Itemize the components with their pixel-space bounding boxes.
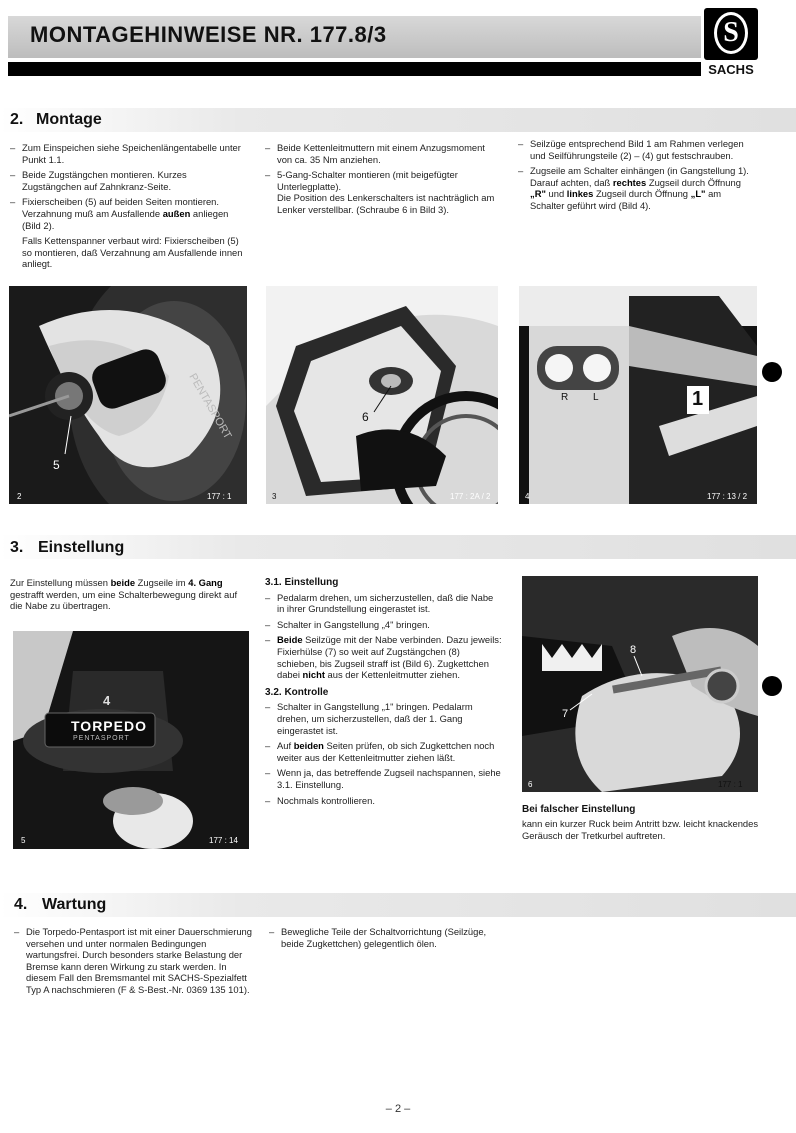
- figure-code: 177 : 2A / 2: [450, 492, 491, 501]
- punch-hole: [762, 676, 782, 696]
- figure-number: 3: [272, 492, 277, 501]
- punch-hole: [762, 362, 782, 382]
- section-title-wartung: Wartung: [42, 896, 107, 913]
- figure-6-photo: [522, 576, 758, 792]
- figure-code: 177 : 1: [718, 780, 743, 789]
- figure-5-photo: [13, 631, 249, 849]
- section-number-montage: 2.: [10, 111, 24, 128]
- page-number: – 2 –: [385, 1103, 411, 1115]
- label-r: R: [561, 392, 569, 403]
- wrong-setting-heading: Bei falscher Einstellung: [522, 804, 636, 815]
- pentasport-brand: PENTASPORT: [73, 735, 130, 742]
- section-title-montage: Montage: [36, 111, 102, 128]
- einstellung-column-2: [265, 577, 502, 810]
- gear-indicator: 4: [103, 693, 111, 708]
- gear-indicator: 1: [692, 388, 704, 410]
- list-item: – Zum Einspeichen siehe Speichenlängentabelle unter Punkt 1.1.: [10, 142, 241, 165]
- shifter-closeup-illustration: [519, 286, 757, 504]
- list-item: – Seilzüge entsprechend Bild 1 am Rahmen verlegen und Seilführungsteile (2) – (4) gut festschrauben.: [518, 138, 744, 161]
- wartung-column-1: [14, 926, 252, 1000]
- section-number-einstellung: 3.: [10, 539, 24, 556]
- label-l: L: [593, 392, 599, 403]
- figure-3-photo: [266, 286, 498, 504]
- section-number-wartung: 4.: [14, 896, 28, 913]
- pentasport-print: PENTASPORT: [186, 371, 234, 442]
- shifter-mount-illustration: [266, 286, 498, 504]
- page-title: MONTAGEHINWEISE NR. 177.8/3: [30, 22, 387, 47]
- callout-7: 7: [562, 708, 569, 720]
- list-item: – Pedalarm drehen, um sicherzustellen, daß die Nabe in ihrer Grundstellung eingerastet ist.: [265, 591, 494, 615]
- sachs-logo-mark: S: [723, 17, 739, 48]
- figure-2-photo: [9, 286, 247, 504]
- montage-column-3: [518, 138, 758, 216]
- figure-code: 177 : 14: [209, 836, 238, 845]
- list-item: – Die Torpedo-Pentasport ist mit einer Dauerschmierung versehen und unter normalen Bedingungen wartungsfrei. Durch besonders starke Belastung der Bremse kann deren Wirkung zu stark werden. In diesem Fall den Bremsmantel mit SACHS-Spezialfett Typ A nachschmieren (F & S-Best.-Nr. 0369 135 101).: [14, 926, 252, 995]
- header-rule: [8, 62, 701, 76]
- figure-code: 177 : 1: [207, 492, 232, 501]
- montage-column-2: [265, 142, 497, 220]
- list-item: – Nochmals kontrollieren.: [265, 794, 375, 806]
- list-item: – Schalter in Gangstellung „1" bringen. Pedalarm drehen, um sicherzustellen, daß der 1. Gang eingerastet ist.: [265, 701, 473, 736]
- brand-name: SACHS: [708, 62, 754, 77]
- torpedo-brand: TORPEDO: [71, 718, 147, 734]
- list-item: – Fixierscheiben (5) auf beiden Seiten montieren. Verzahnung muß am Ausfallende außen anliegen (Bild 2).: [10, 196, 229, 231]
- figure-number: 4: [525, 492, 530, 501]
- montage-column-1: [10, 142, 246, 274]
- einstellung-intro: Zur Einstellung müssen beide Zugseile im 4. Gang gestrafft werden, um eine Schalterbewegung direkt auf die Nabe zu übertragen.: [10, 577, 238, 612]
- figure-number: 6: [528, 780, 533, 789]
- note: Die Position des Lenkerschalters ist nachträglich am Lenker verstellbar. (Schraube 6 in Bild 3).: [277, 192, 495, 215]
- section-band-montage: [0, 108, 796, 132]
- callout-8: 8: [630, 644, 637, 656]
- section-title-einstellung: Einstellung: [38, 539, 125, 556]
- list-item: – Wenn ja, das betreffende Zugseil nachspannen, siehe 3.1. Einstellung.: [265, 767, 501, 790]
- list-item: – Beide Zugstängchen montieren. Kurzes Zugstängchen auf Zahnkranz-Seite.: [10, 169, 187, 192]
- figure-number: 2: [17, 492, 22, 501]
- callout-6: 6: [362, 410, 369, 424]
- section-band-wartung: [0, 893, 796, 917]
- wartung-column-2: [269, 926, 509, 953]
- list-item: – Schalter in Gangstellung „4" bringen.: [265, 618, 430, 630]
- subheading-3-1: 3.1. Einstellung: [265, 577, 339, 588]
- figure-4-photo: [519, 286, 757, 504]
- list-item: – Beide Seilzüge mit der Nabe verbinden. Dazu jeweils: Fixierhülse (7) so weit auf Zugstängchen (8) schieben, bis Zugseil straff ist (Bild 6). Zugkettchen dabei nicht aus der Kettenleitmutter ziehen.: [265, 634, 502, 681]
- figure-code: 177 : 13 / 2: [707, 492, 748, 501]
- note: Falls Kettenspanner verbaut wird: Fixierscheiben (5) so montieren, daß Verzahnung am Ausfallende innen anliegt.: [22, 235, 243, 270]
- list-item: – Auf beiden Seiten prüfen, ob sich Zugkettchen noch weiter aus der Kettenleitmutter ziehen läßt.: [265, 740, 495, 763]
- list-item: – 5-Gang-Schalter montieren (mit beigefügter Unterlegplatte).: [265, 169, 458, 192]
- figure-number: 5: [21, 836, 26, 845]
- list-item: – Beide Kettenleitmuttern mit einem Anzugsmoment von ca. 35 Nm anziehen.: [265, 142, 485, 165]
- wrong-setting-text: kann ein kurzer Ruck beim Antritt bzw. leicht knackendes Geräusch der Tretkurbel auftreten.: [522, 818, 759, 841]
- subheading-3-2: 3.2. Kontrolle: [265, 686, 329, 698]
- list-item: – Zugseile am Schalter einhängen (in Gangstellung 1). Darauf achten, daß rechtes Zugseil durch Öffnung „R" und linkes Zugseil durch Öffnung „L" am Schalter geführt wird (Bild 4).: [518, 165, 749, 211]
- callout-5: 5: [53, 458, 60, 472]
- cable-adjust-illustration: [522, 576, 758, 792]
- list-item: – Bewegliche Teile der Schaltvorrichtung (Seilzüge, beide Zugkettchen) gelegentlich ölen.: [269, 926, 487, 949]
- torpedo-shifter-illustration: [13, 631, 249, 849]
- hub-photo-illustration: [9, 286, 247, 504]
